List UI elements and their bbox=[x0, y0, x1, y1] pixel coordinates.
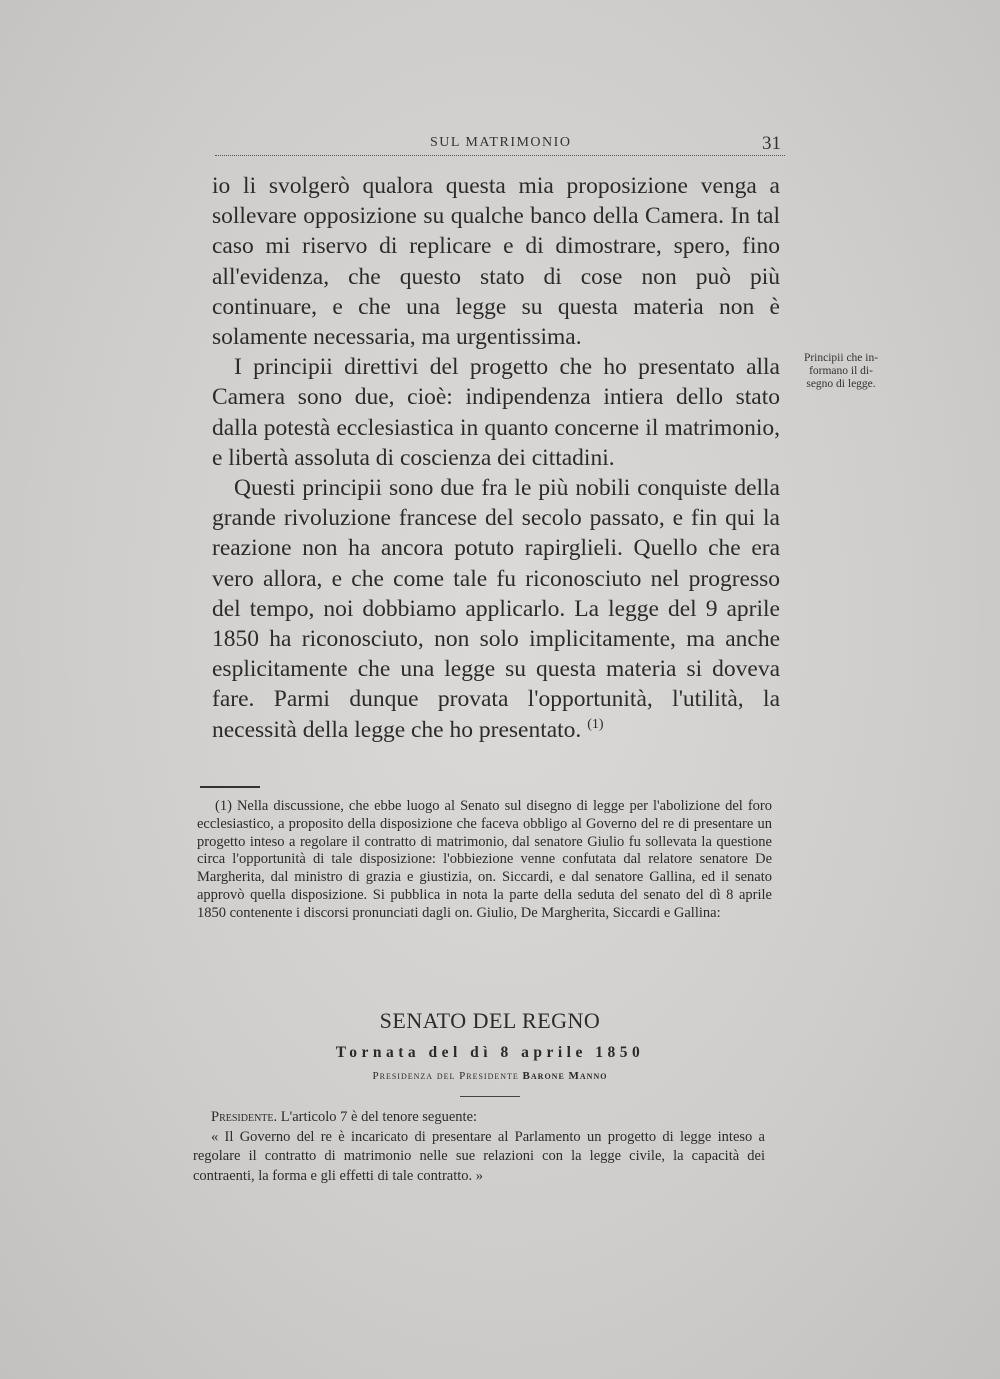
footnote-rule bbox=[200, 786, 260, 788]
margin-note-line-2: formano il di- bbox=[809, 365, 873, 377]
footnote-reference: (1) bbox=[587, 716, 604, 732]
main-text bbox=[212, 171, 780, 745]
page-number: 31 bbox=[762, 133, 781, 154]
document-heading bbox=[200, 1006, 780, 1097]
footnote-text: (1) Nella discussione, che ebbe luogo al Senato sul disegno di legge per l'abolizione del foro ecclesiastico, a proposito della disposizione che faceva obbligo al Governo del re di presentare un progetto inteso a regolare il contratto di matrimonio, dal senatore Giulio fu sollevata la questione circa l'opportunità di tale disposizione: l'obbiezione venne confutata dal relatore senatore De Margherita, dal ministro di grazia e giustizia, on. Siccardi, e dal senatore Gallina, ed il senato approvò quella disposizione. Si pubblica in nota la parte della seduta del senato del dì 8 aprile 1850 contenente i discorsi pronunciati dagli on. Giulio, De Margherita, Siccardi e Gallina: bbox=[197, 798, 772, 921]
presidency-name: Barone Manno bbox=[522, 1070, 608, 1082]
page-header bbox=[215, 133, 785, 163]
heading-rule bbox=[460, 1096, 520, 1097]
session-excerpt bbox=[193, 1108, 765, 1186]
article-quote: « Il Governo del re è incaricato di presentare al Parlamento un progetto di legge inteso a regolare il contratto di matrimonio nelle sue relazioni con la legge civile, la capacità dei contraenti, la forma e gli effetti di tale contratto. » bbox=[193, 1128, 765, 1184]
header-rule bbox=[215, 155, 785, 156]
excerpt-intro bbox=[193, 1108, 765, 1128]
paragraph-1: io li svolgerò qualora questa mia proposizione venga a sollevare opposizione su qualche banco della Camera. In tal caso mi riservo di replicare e di dimostrare, spero, fino all'evidenza, che questo stato di cose non può più continuare, e che una legge su questa materia non è solamente necessaria, ma urgentissima. bbox=[212, 173, 780, 351]
session-title: Tornata del dì 8 aprile 1850 bbox=[335, 1044, 645, 1061]
speaker-name: Presidente. bbox=[211, 1109, 278, 1125]
margin-note-line-1: Principii che in- bbox=[803, 352, 879, 364]
paragraph-3 bbox=[212, 473, 780, 745]
running-title: SUL MATRIMONIO bbox=[430, 135, 572, 150]
footnote bbox=[197, 798, 772, 923]
paragraph-2: I principii direttivi del progetto che ho presentato alla Camera sono due, cioè: indipendenza intiera dello stato dalla potestà ecclesiastica in quanto concerne il matrimonio, e libertà assoluta di coscienza dei cittadini. bbox=[212, 354, 780, 471]
excerpt-intro-text: L'articolo 7 è del tenore seguente: bbox=[277, 1109, 478, 1125]
paragraph-3-text: Questi principii sono due fra le più nobili conquiste della grande rivoluzione francese del secolo passato, e fin qui la reazione non ha ancora potuto rapirglieli. Quello che era vero allora, e che come tale fu riconosciuto nel progresso del tempo, noi dobbiamo applicarlo. La legge del 9 aprile 1850 ha riconosciuto, non solo implicitamente, ma anche esplicitamente che una legge su questa materia si doveva fare. Parmi dunque provata l'opportunità, l'utilità, la necessità della legge che ho presentato. bbox=[212, 475, 780, 743]
senate-title: SENATO DEL REGNO bbox=[379, 1008, 601, 1033]
presidency-line bbox=[200, 1068, 780, 1084]
margin-note-line-3: segno di legge. bbox=[806, 378, 876, 390]
presidency-prefix: Presidenza del Presidente bbox=[372, 1070, 519, 1082]
margin-note bbox=[787, 352, 895, 391]
